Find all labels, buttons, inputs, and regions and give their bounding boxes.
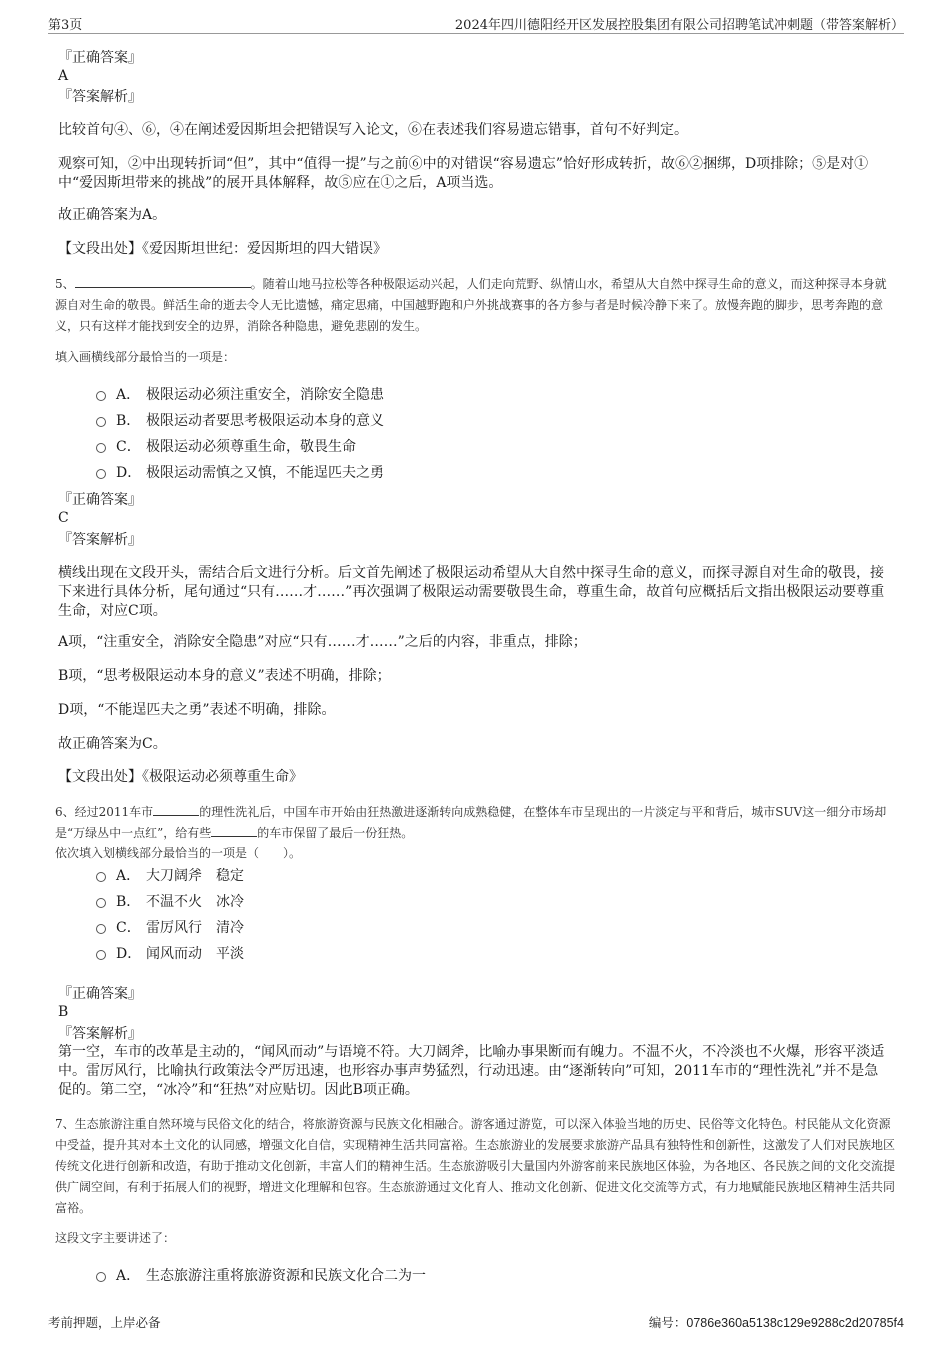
- q7-stem: 7、生态旅游注重自然环境与民俗文化的结合，将旅游资源与民族文化相融合。游客通过游览，可以深入体验当地的历史、民俗等文化特色。村民能从文化资源中受益，提升其对本土文化的认同感，增强文化自信，实现精神生活共同富裕。生态旅游业的发展要求旅游产品具有独特性和创新性，这激发了人们对民族地区传统文化进行创新和改造，有助于推动文化创新，丰富人们的精神生活。生态旅游吸引大量国内外游客前来民族地区体验，为各地区、各民族之间的文化交流提供广阔空间，有利于拓展人们的视野，增进文化理解和包容。生态旅游通过文化育人、推动文化创新、促进文化交流等方式，有力地赋能民族地区精神生活共同富裕。: [55, 1117, 896, 1215]
- q7-prompt: 这段文字主要讲述了：: [55, 1231, 176, 1245]
- q6-analysis-label: 『答案解析』: [58, 1026, 142, 1042]
- radio-icon[interactable]: [96, 469, 106, 479]
- q5-analysis-p2: A项，“注重安全，消除安全隐患”对应“只有……才……”之后的内容，非重点，排除；: [58, 634, 587, 650]
- q4-answer: A: [58, 68, 69, 84]
- footer-document-id: 编号：0786e360a5138c129e9288c2d20785f4: [648, 1316, 904, 1330]
- q6-answer: B: [58, 1004, 69, 1020]
- radio-icon[interactable]: [96, 443, 106, 453]
- radio-icon[interactable]: [96, 417, 106, 427]
- q6-answer-label: 『正确答案』: [58, 986, 142, 1002]
- q5-blank: [75, 274, 251, 288]
- q6-option-c[interactable]: C． 雷厉风行 清冷: [96, 917, 244, 937]
- header-divider: [48, 33, 904, 34]
- q4-analysis-p1: 比较首句④、⑥，④在阐述爱因斯坦会把错误写入论文，⑥在表述我们容易遗忘错事，首句不好判定。: [58, 122, 688, 138]
- q6-option-d[interactable]: D． 闻风而动 平淡: [96, 943, 244, 963]
- q4-analysis-label: 『答案解析』: [58, 89, 142, 105]
- q5-number: 5、: [55, 277, 75, 291]
- q5-answer: C: [58, 510, 69, 526]
- page-number: 第3页: [48, 18, 83, 33]
- footer-slogan: 考前押题，上岸必备: [48, 1315, 161, 1330]
- q5-stem: [55, 274, 895, 337]
- q5-option-b[interactable]: B． 极限运动者要思考极限运动本身的意义: [96, 410, 384, 430]
- q5-analysis-label: 『答案解析』: [58, 532, 142, 548]
- q5-option-c[interactable]: C． 极限运动必须尊重生命，敬畏生命: [96, 436, 356, 456]
- q6-stem: 6、经过2011车市 的理性洗礼后，中国车市开始由狂热激进逐渐转向成熟稳健，在整体车市呈现出的一片淡定与平和背后，城市SUV这一细分市场却是“万绿丛中一点红”，给有些 的车市保留了最后一份狂热。: [55, 802, 895, 844]
- q5-analysis-p5: 故正确答案为C。: [58, 736, 167, 752]
- document-title: 2024年四川德阳经开区发展控股集团有限公司招聘笔试冲刺题（带答案解析）: [454, 18, 904, 33]
- radio-icon[interactable]: [96, 1272, 106, 1282]
- q5-answer-label: 『正确答案』: [58, 492, 142, 508]
- q6-option-a[interactable]: A． 大刀阔斧 稳定: [96, 865, 244, 885]
- radio-icon[interactable]: [96, 950, 106, 960]
- q5-analysis-p4: D项，“不能逞匹夫之勇”表述不明确，排除。: [58, 702, 336, 718]
- q4-source: 【文段出处】《爱因斯坦世纪：爱因斯坦的四大错误》: [58, 241, 387, 257]
- q6-blank-2: [211, 823, 257, 837]
- q7-option-a[interactable]: A． 生态旅游注重将旅游资源和民族文化合二为一: [96, 1265, 426, 1285]
- radio-icon[interactable]: [96, 391, 106, 401]
- q5-prompt: 填入画横线部分最恰当的一项是：: [55, 350, 236, 364]
- q5-source: 【文段出处】《极限运动必须尊重生命》: [58, 769, 303, 785]
- q6-blank-1: [153, 802, 199, 816]
- q4-answer-label: 『正确答案』: [58, 50, 142, 66]
- radio-icon[interactable]: [96, 898, 106, 908]
- q5-option-d[interactable]: D． 极限运动需慎之又慎，不能逞匹夫之勇: [96, 462, 384, 482]
- q4-analysis-p3: 故正确答案为A。: [58, 207, 167, 223]
- q4-analysis-p2: 观察可知，②中出现转折词“但”，其中“值得一提”与之前⑥中的对错误“容易遗忘”恰好形成转折，故⑥②捆绑，D项排除；⑤是对①中“爱因斯坦带来的挑战”的展开具体解释，故⑤应在①之后，A项当选。: [58, 156, 869, 191]
- q5-analysis-p3: B项，“思考极限运动本身的意义”表述不明确，排除；: [58, 668, 391, 684]
- q5-option-a[interactable]: A． 极限运动必须注重安全，消除安全隐患: [96, 384, 384, 404]
- radio-icon[interactable]: [96, 872, 106, 882]
- q5-analysis-p1: 横线出现在文段开头，需结合后文进行分析。后文首先阐述了极限运动希望从大自然中探寻生命的意义，而探寻源自对生命的敬畏，接下来进行具体分析，尾句通过“只有……才……”再次强调了极限运动需要敬畏生命，尊重生命，故首句应概括后文指出极限运动要尊重生命，对应C项。: [58, 565, 885, 619]
- q6-analysis-p1: 第一空，车市的改革是主动的，“闻风而动”与语境不符。大刀阔斧，比喻办事果断而有魄力。不温不火，不冷淡也不火爆，形容平淡适中。雷厉风行，比喻执行政策法令严厉迅速，也形容办事声势猛烈，行动迅速。由“逐渐转向”可知，2011车市的“理性洗礼”并不是急促的。第二空，“冰冷”和“狂热”对应贴切。因此B项正确。: [58, 1044, 885, 1098]
- q5-text: 。随着山地马拉松等各种极限运动兴起，人们走向荒野、纵情山水，希望从大自然中探寻生命的意义，而这种探寻本身就源自对生命的敬畏。鲜活生命的逝去令人无比遗憾，痛定思痛，中国越野跑和户外挑战赛事的各方参与者是时候冷静下来了。放慢奔跑的脚步，思考奔跑的意义，只有这样才能找到安全的边界，消除各种隐患，避免悲剧的发生。: [55, 277, 887, 333]
- q6-prompt: 依次填入划横线部分最恰当的一项是（ ）。: [55, 846, 302, 860]
- radio-icon[interactable]: [96, 924, 106, 934]
- q6-option-b[interactable]: B． 不温不火 冰冷: [96, 891, 244, 911]
